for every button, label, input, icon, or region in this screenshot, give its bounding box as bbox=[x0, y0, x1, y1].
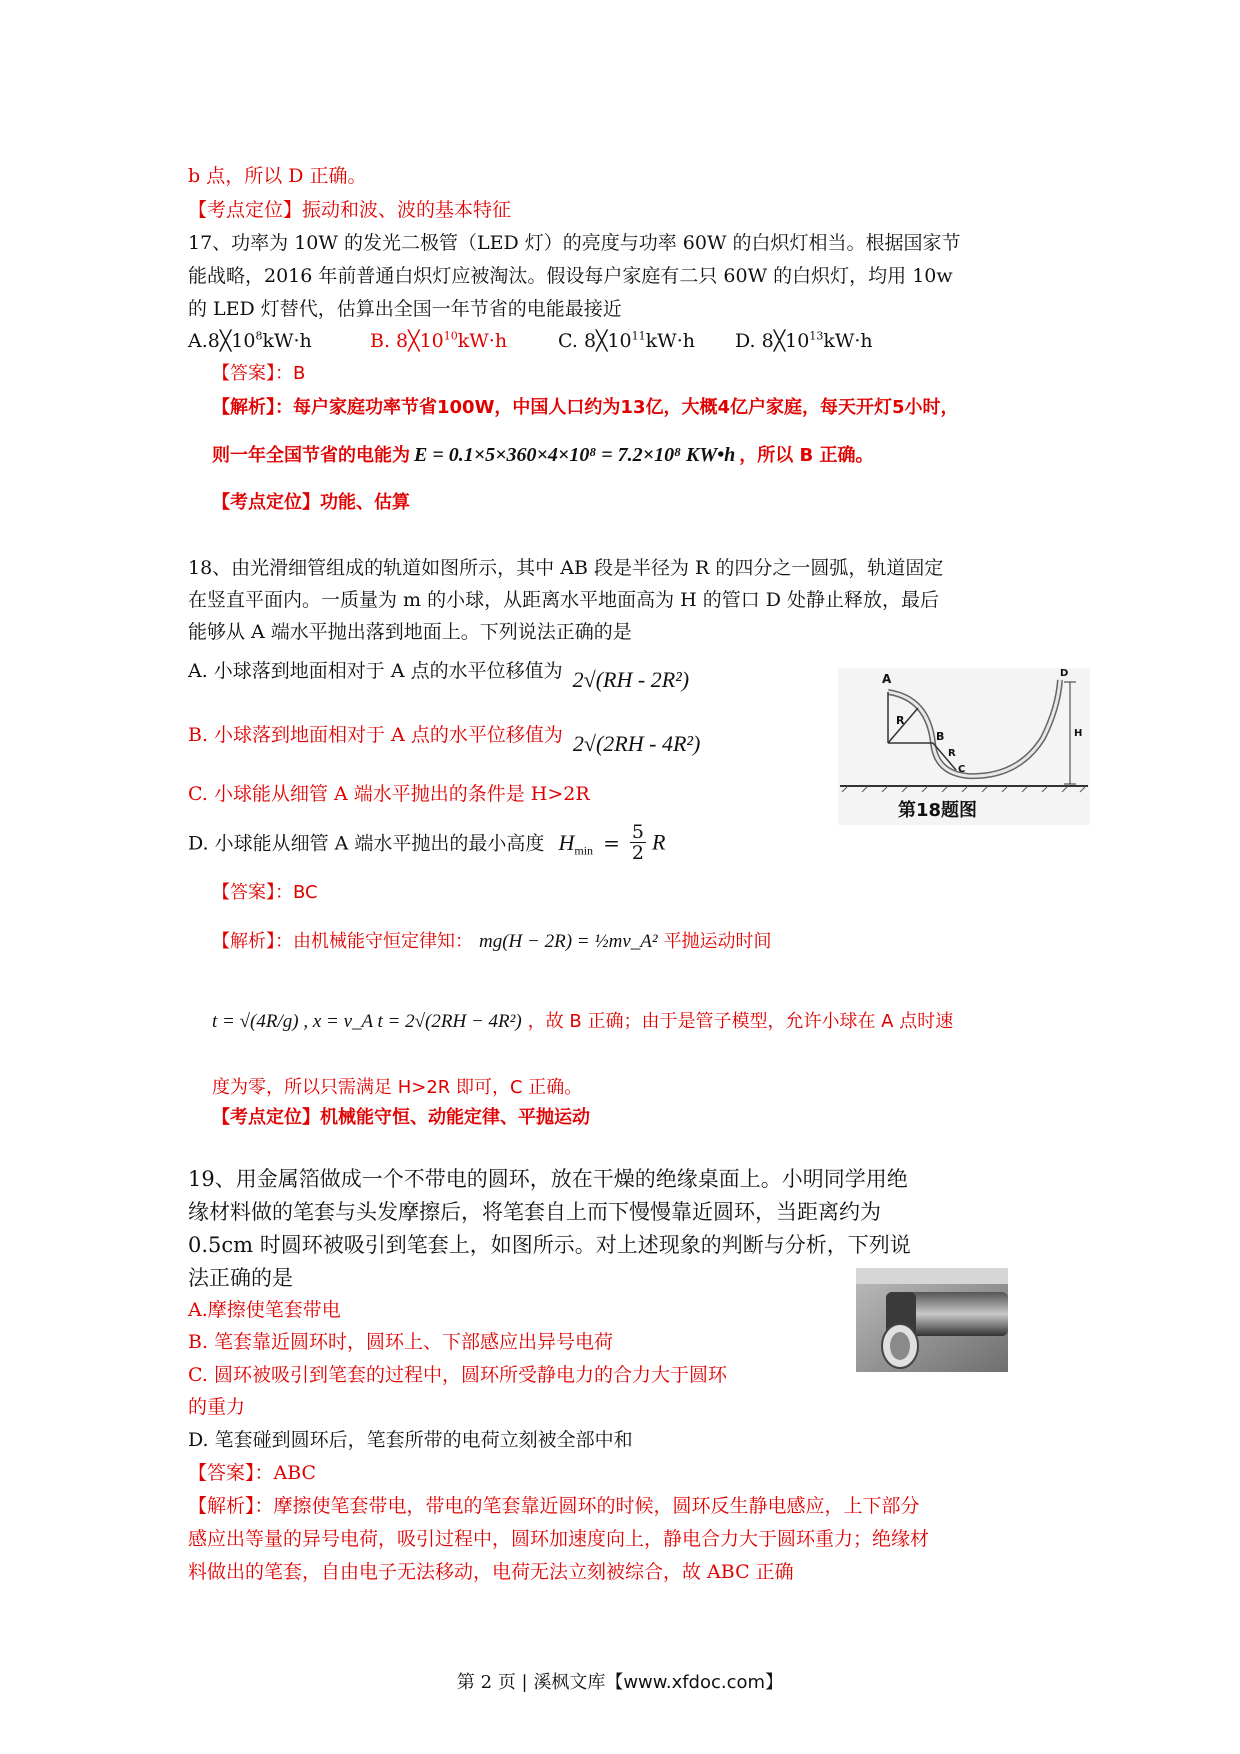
q19-option-d: D. 笔套碰到圆环后，笔套所带的电荷立刻被全部中和 bbox=[188, 1429, 633, 1451]
q19-analysis-2: 感应出等量的异号电荷，吸引过程中，圆环加速度向上，静电合力大于圆环重力；绝缘材 bbox=[188, 1528, 930, 1550]
q18-analysis-1: 【解析】：由机械能守恒定律知： mg(H − 2R) = ½mv_A² 平抛运动时间 bbox=[212, 931, 772, 952]
fig-label-r2: R bbox=[948, 748, 956, 759]
fig-label-d: D bbox=[1060, 668, 1069, 679]
pen-cap-ring-photo bbox=[856, 1268, 1008, 1372]
q19-option-b: B. 笔套靠近圆环时，圆环上、下部感应出异号电荷 bbox=[188, 1331, 614, 1353]
q18-figure bbox=[838, 668, 1090, 825]
q18-analysis-3: 度为零，所以只需满足 H>2R 即可，C 正确。 bbox=[212, 1077, 583, 1098]
q19-option-a: A.摩擦使笔套带电 bbox=[188, 1299, 341, 1321]
q18-time-formula: t = √(4R/g) , x = v_A t = 2√(2RH − 4R²) bbox=[212, 1011, 522, 1032]
q17-option-c: C. $8╳10^{11}kW\cdot h$ bbox=[558, 329, 695, 352]
q17-option-d: D. $8╳10^{13}kW\cdot h$ bbox=[735, 329, 873, 352]
q17-option-b: B. $8╳10^{10}kW\cdot h$ bbox=[370, 329, 508, 352]
footer-site-link[interactable]: www.xfdoc.com bbox=[623, 1672, 766, 1693]
intro-line: b 点，所以 D 正确。 bbox=[188, 165, 367, 187]
q19-analysis-3: 料做出的笔套，自由电子无法移动，电荷无法立刻被综合，故 ABC 正确 bbox=[188, 1561, 794, 1583]
q17-kaodian: 【考点定位】功能、估算 bbox=[212, 492, 410, 513]
q18-option-b: B. 小球落到地面相对于 A 点的水平位移值为 2√(2RH - 4R²) bbox=[188, 724, 701, 756]
fig-label-c: C bbox=[958, 764, 966, 775]
fig-label-r1: R bbox=[896, 714, 905, 727]
q18-kaodian: 【考点定位】机械能守恒、动能定律、平抛运动 bbox=[212, 1107, 590, 1128]
q17-stem-2: 能战略，2016 年前普通白炽灯应被淘汰。假设每户家庭有二只 60W 的白炽灯，均用 10w bbox=[188, 265, 953, 287]
q17-stem-3: 的 LED 灯替代，估算出全国一年节省的电能最接近 bbox=[188, 298, 622, 320]
q19-stem-1: 19、用金属箔做成一个不带电的圆环，放在干燥的绝缘桌面上。小明同学用绝 bbox=[188, 1167, 908, 1191]
fig-label-a: A bbox=[882, 672, 892, 686]
q18-option-a-formula: 2√(RH - 2R²) bbox=[572, 667, 690, 692]
q18-stem-3: 能够从 A 端水平抛出落到地面上。下列说法正确的是 bbox=[188, 621, 632, 643]
q18-option-d: D. 小球能从细管 A 端水平抛出的最小高度 $H_{min}$ = $\frac{5}{2}$ R bbox=[188, 821, 666, 864]
fig-label-b: B bbox=[936, 730, 945, 743]
q17-analysis-2: 则一年全国节省的电能为 E = 0.1×5×360×4×10⁸ = 7.2×10⁸ KW•h ，所以 B 正确。 bbox=[212, 444, 874, 466]
q18-option-a: A. 小球落到地面相对于 A 点的水平位移值为 2√(RH - 2R²) bbox=[188, 660, 690, 692]
q18-figure-caption: 第18题图 bbox=[898, 800, 978, 821]
q17-answer: 【答案】：B bbox=[212, 363, 306, 384]
q18-energy-formula: mg(H − 2R) = ½mv_A² bbox=[479, 931, 658, 952]
q19-stem-3: 0.5cm 时圆环被吸引到笔套上，如图所示。对上述现象的判断与分析，下列说 bbox=[188, 1233, 911, 1257]
q18-stem-2: 在竖直平面内。一质量为 m 的小球，从距离水平地面高为 H 的管口 D 处静止释放，最后 bbox=[188, 589, 940, 611]
q19-stem-4: 法正确的是 bbox=[188, 1266, 293, 1290]
q17-analysis-1: 【解析】：每户家庭功率节省100W，中国人口约为13亿，大概4亿户家庭，每天开灯5小时， bbox=[212, 397, 959, 418]
q19-photo bbox=[856, 1268, 1008, 1372]
q17-energy-formula: E = 0.1×5×360×4×10⁸ = 7.2×10⁸ KW•h bbox=[414, 444, 736, 466]
q19-option-c-2: 的重力 bbox=[188, 1396, 246, 1418]
q18-analysis-2: t = √(4R/g) , x = v_A t = 2√(2RH − 4R²) ，故 B 正确；由于是管子模型，允许小球在 A 点时速 bbox=[212, 1011, 954, 1032]
q18-stem-1: 18、由光滑细管组成的轨道如图所示，其中 AB 段是半径为 R 的四分之一圆弧，轨道固定 bbox=[188, 557, 944, 579]
q17-stem-1: 17、功率为 10W 的发光二极管（LED 灯）的亮度与功率 60W 的白炽灯相当。根据国家节 bbox=[188, 232, 961, 254]
q18-answer: 【答案】：BC bbox=[212, 882, 318, 903]
q19-analysis-1: 【解析】：摩擦使笔套带电，带电的笔套靠近圆环的时候，圆环反生静电感应，上下部分 bbox=[188, 1495, 920, 1517]
fig-label-h: H bbox=[1074, 728, 1083, 739]
q18-option-c: C. 小球能从细管 A 端水平抛出的条件是 H>2R bbox=[188, 783, 590, 805]
kaodian-prev: 【考点定位】振动和波、波的基本特征 bbox=[188, 199, 512, 221]
q19-stem-2: 缘材料做的笔套与头发摩擦后，将笔套自上而下慢慢靠近圆环，当距离约为 bbox=[188, 1200, 881, 1224]
q19-answer: 【答案】：ABC bbox=[188, 1462, 317, 1484]
q17-option-a: $A.8╳10^8kW\cdot h$ bbox=[188, 329, 312, 352]
q18-option-d-fraction: $\frac{5}{2}$ bbox=[631, 821, 644, 864]
q18-option-b-formula: 2√(2RH - 4R²) bbox=[572, 731, 701, 756]
q19-option-c-1: C. 圆环被吸引到笔套的过程中，圆环所受静电力的合力大于圆环 bbox=[188, 1364, 727, 1386]
page-footer: 第 2 页 | 溪枫文库【www.xfdoc.com】 bbox=[456, 1672, 784, 1693]
